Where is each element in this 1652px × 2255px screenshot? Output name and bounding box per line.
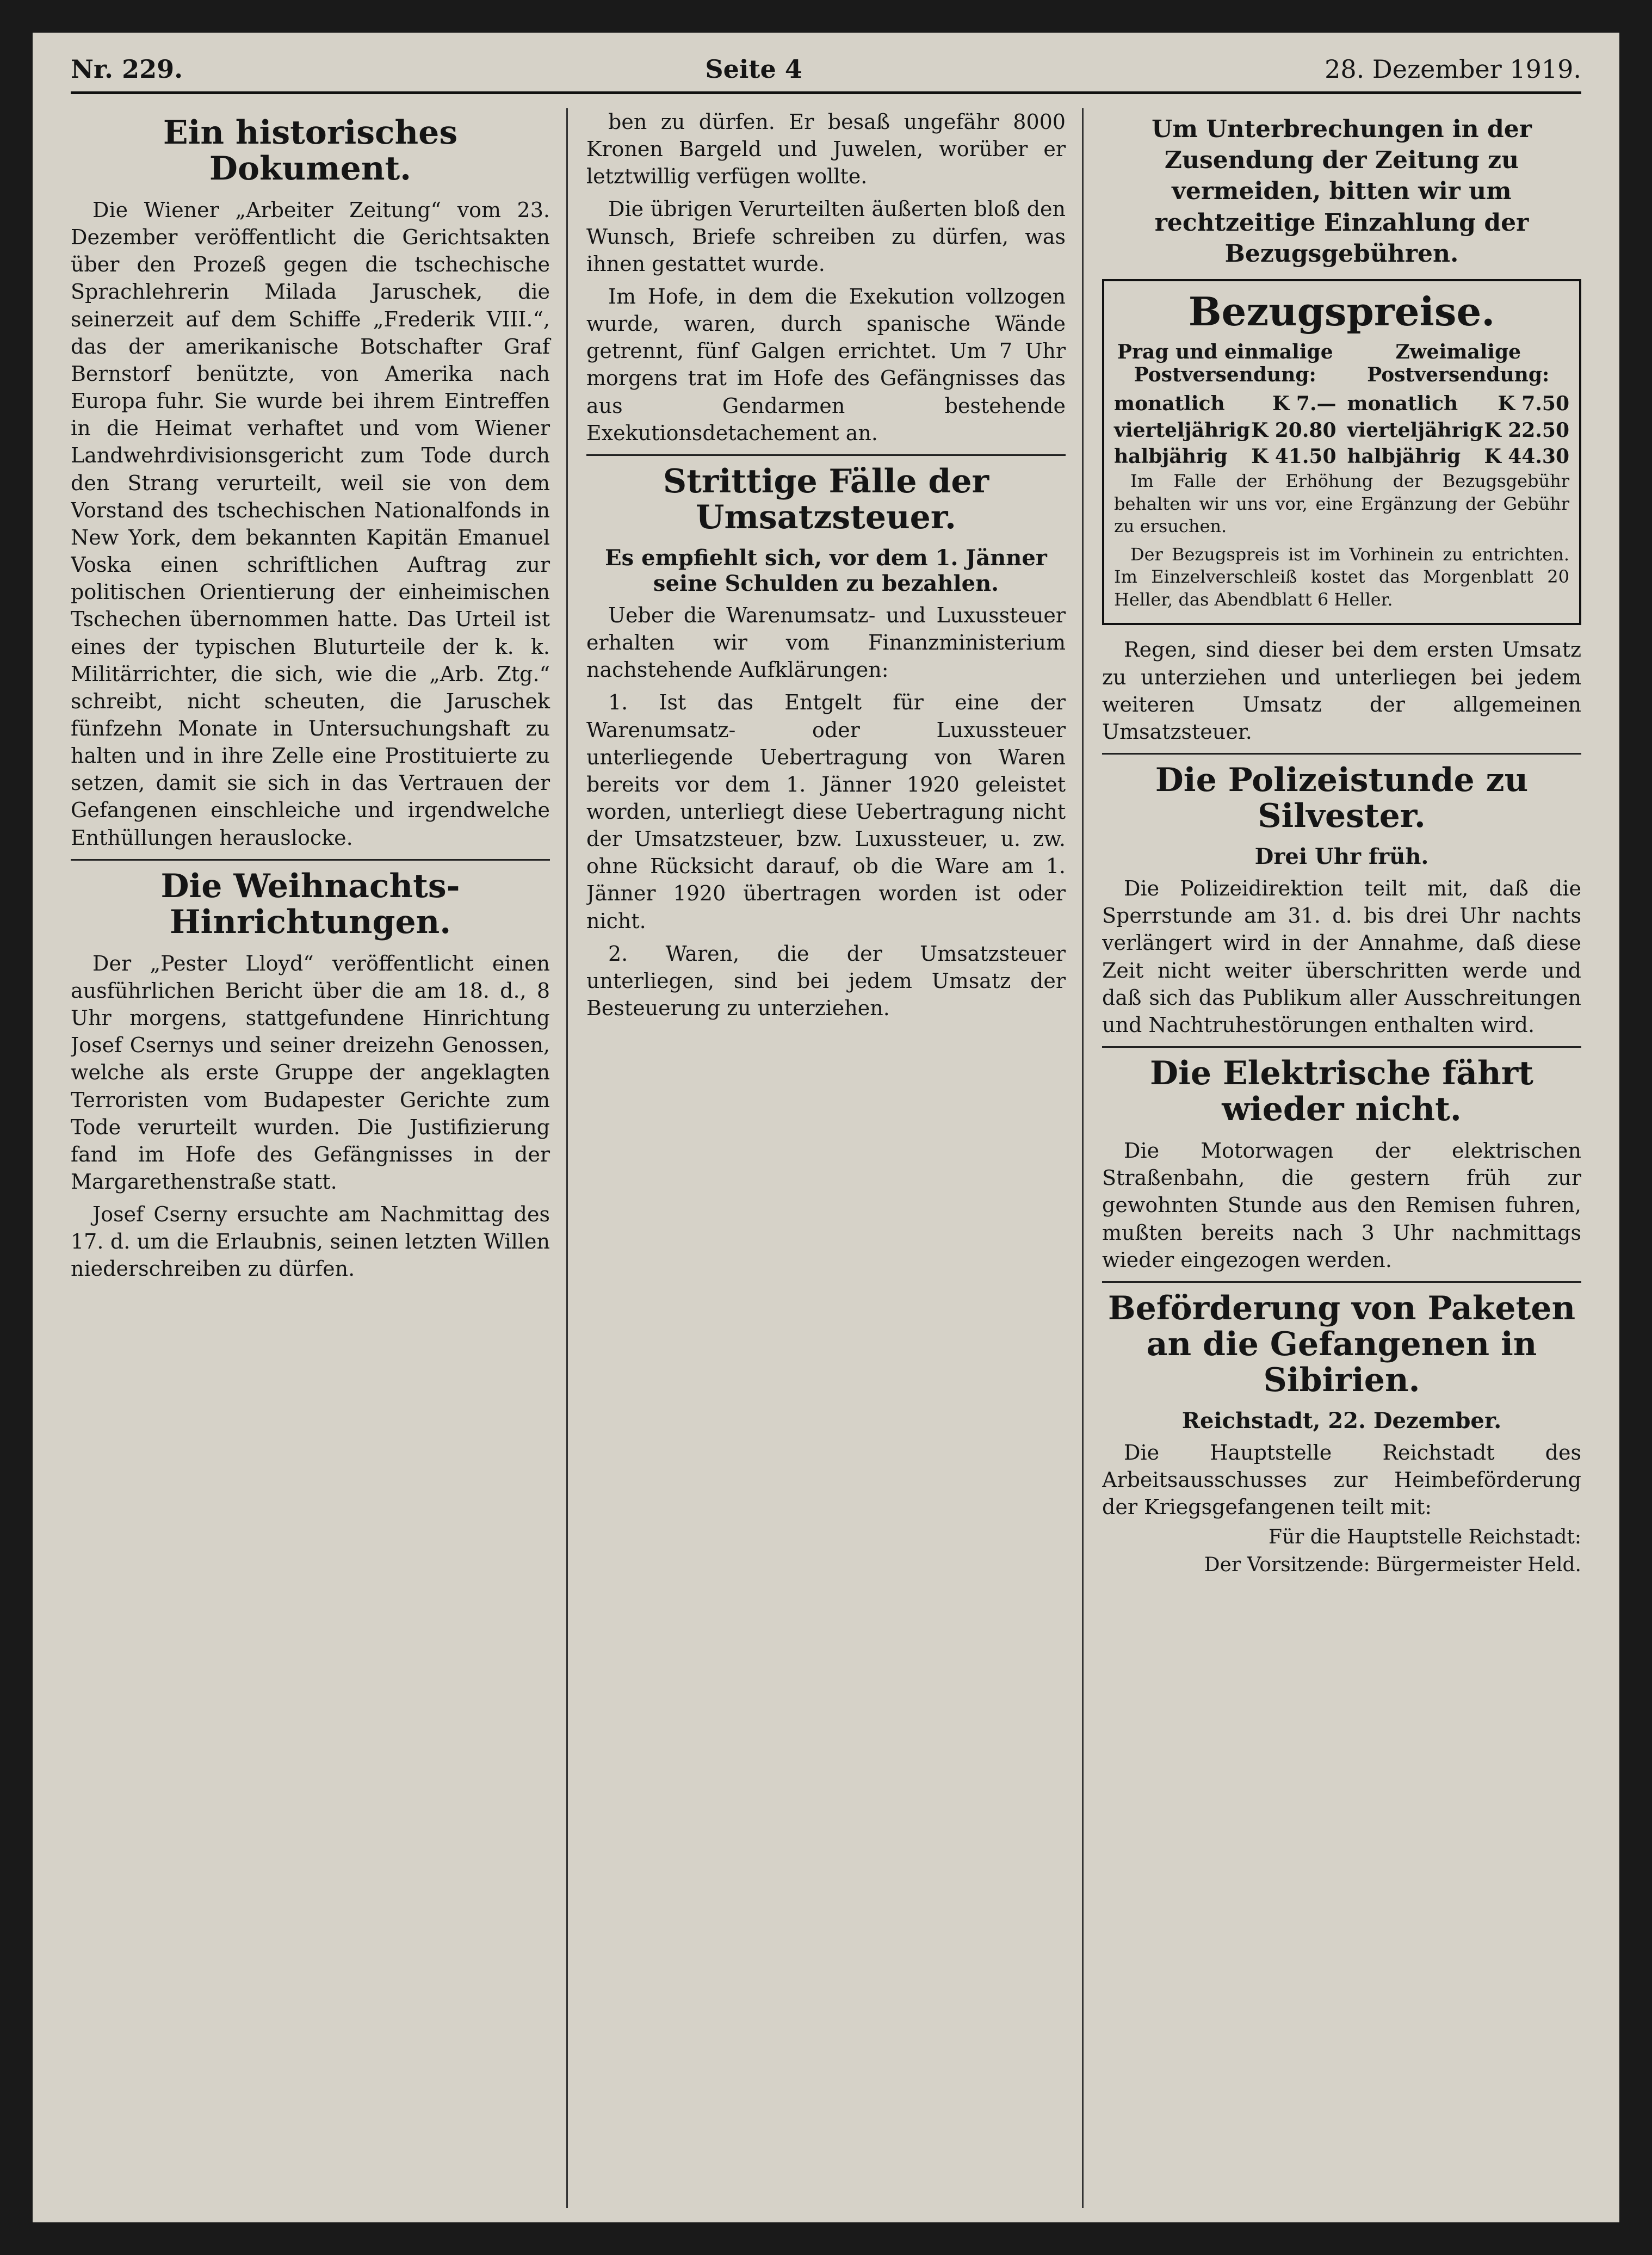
article-paragraph: Der „Pester Lloyd“ veröffentlicht einen ausführlichen Bericht über die am 18. d., 8 Uhr morgens, stattgefundene Hinrichtung Josef Csernys und seiner dreizehn Genossen, welche als erste Gruppe der angeklagten Terroristen vom Budapester Gerichte zum Tode verurteilt wurden. Die Justifizierung fand im Hofe des Gefängnisses in der Margarethenstraße statt. [71, 951, 550, 1194]
price-heading: Zweimalige Postversendung: [1367, 341, 1550, 387]
divider [1102, 1281, 1581, 1283]
price-value: K 41.50 [1251, 445, 1337, 468]
price-value: K 44.30 [1484, 445, 1569, 468]
price-columns [1114, 341, 1569, 470]
price-row [1347, 417, 1570, 444]
article-paragraph: Die Hauptstelle Reichstadt des Arbeitsausschusses zur Heimbeförderung der Kriegsgefangenen teilt mit: [1102, 1440, 1581, 1519]
article-subtitle: Drei Uhr früh. [1254, 844, 1429, 870]
signature-line: Der Vorsitzende: Bürgermeister Held. [1204, 1554, 1581, 1577]
article-paragraph: Die übrigen Verurteilten äußerten bloß den Wunsch, Briefe schreiben zu dürfen, was ihnen gestattet wurde. [586, 197, 1066, 276]
issue-date: 28. Dezember 1919. [1325, 54, 1581, 84]
column-3 [1102, 108, 1581, 2208]
price-value: K 20.80 [1251, 418, 1337, 442]
price-label: vierteljährig [1114, 418, 1251, 442]
article-paragraph: Die Polizeidirektion teilt mit, daß die Sperrstunde am 31. d. bis drei Uhr nachts verlängert wird in der Annahme, daß diese Zeit nicht weiter überschritten werde und daß sich das Publikum aller Ausschreitungen und Nachtruhestörungen enthalten wird. [1102, 876, 1581, 1037]
newspaper-page [33, 33, 1619, 2222]
divider [586, 454, 1066, 456]
price-title: Bezugspreise. [1188, 288, 1495, 335]
price-value: K 7.— [1272, 392, 1337, 416]
price-label: halbjährig [1347, 445, 1461, 468]
price-heading: Prag und einmalige Postversendung: [1117, 341, 1333, 387]
article-paragraph: Im Hofe, in dem die Exekution vollzogen wurde, waren, durch spanische Wände getrennt, fünf Galgen errichtet. Um 7 Uhr morgens trat im Hofe des Gefängnisses das aus Gendarmen bestehende Exekutionsdetachement an. [586, 284, 1066, 445]
price-row [1114, 391, 1337, 417]
article-title: Ein historisches Dokument. [163, 114, 458, 188]
price-box [1102, 279, 1581, 626]
subscription-notice: Um Unterbrechungen in der Zusendung der Zeitung zu vermeiden, bitten wir um rechtzeitige Einzahlung der Bezugsgebühren. [1152, 115, 1532, 268]
article-paragraph: Ueber die Warenumsatz- und Luxussteuer erhalten wir vom Finanzministerium nachstehende Aufklärungen: [586, 603, 1066, 682]
price-row [1114, 417, 1337, 444]
columns [71, 108, 1581, 2208]
price-column-left [1114, 341, 1337, 470]
article-title: Die Polizeistunde zu Silvester. [1155, 761, 1529, 836]
price-label: vierteljährig [1347, 418, 1483, 442]
article-paragraph: ben zu dürfen. Er besaß ungefähr 8000 Kronen Bargeld und Juwelen, worüber er letztwillig verfügen wollte. [586, 110, 1066, 189]
price-label: monatlich [1347, 392, 1458, 416]
divider [1102, 1046, 1581, 1048]
article-paragraph: 1. Ist das Entgelt für eine der Warenumsatz- oder Luxussteuer unterliegende Uebertragung von Waren bereits vor dem 1. Jänner 1920 geleistet worden, unterliegt diese Uebertragung nicht der Umsatzsteuer, bzw. Luxussteuer, u. zw. ohne Rücksicht darauf, ob die Ware am 1. Jänner 1920 übertragen worden ist oder nicht. [586, 690, 1066, 933]
page-header [71, 54, 1581, 94]
article-dateline: Reichstadt, 22. Dezember. [1181, 1407, 1502, 1434]
price-value: K 7.50 [1498, 392, 1569, 416]
price-note: Im Falle der Erhöhung der Bezugsgebühr behalten wir uns vor, eine Ergänzung der Gebühr zu ersuchen. [1114, 470, 1569, 537]
article-paragraph: 2. Waren, die der Umsatzsteuer unterliegen, sind bei jedem Umsatz der Besteuerung zu unterziehen. [586, 941, 1066, 1021]
article-title: Die Weihnachts-Hinrichtungen. [160, 867, 460, 941]
price-row [1347, 443, 1570, 470]
issue-number: Nr. 229. [71, 54, 183, 84]
article-paragraph: Die Wiener „Arbeiter Zeitung“ vom 23. Dezember veröffentlicht die Gerichtsakten über den Prozeß gegen die tschechische Sprachlehrerin Milada Jaruschek, die seinerzeit auf dem Schiffe „Frederik VIII.“, das der amerikanische Botschafter Graf Bernstorf benützte, von Amerika nach Europa fuhr. Sie wurde bei ihrem Eintreffen in die Heimat verhaftet und vom Wiener Landwehrdivisionsgericht zum Tode durch den Strang verurteilt, weil sie von dem Vorstand des tschechischen Nationalfonds in New York, dem bekannten Kapitän Emanuel Voska einen schriftlichen Auftrag zur politischen Orientierung der einheimischen Tschechen übernommen hatte. Das Urteil ist eines der typischen Bluturteile der k. k. Militärrichter, die sich, wie die „Arb. Ztg.“ schreibt, nicht scheuten, die Jaruschek fünfzehn Monate in Untersuchungshaft zu halten und in ihre Zelle eine Prostituierte zu setzen, damit sie sich in das Vertrauen der Gefangenen einschleiche und irgendwelche Enthüllungen herauslocke. [71, 198, 550, 850]
price-column-right [1347, 341, 1570, 470]
article-title: Strittige Fälle der Umsatzsteuer. [663, 462, 989, 536]
divider [71, 859, 550, 861]
article-paragraph: Josef Cserny ersuchte am Nachmittag des 17. d. um die Erlaubnis, seinen letzten Willen niederschreiben zu dürfen. [71, 1202, 550, 1281]
divider [1102, 753, 1581, 755]
column-2 [586, 108, 1084, 2208]
price-value: K 22.50 [1484, 418, 1569, 442]
signature-line: Für die Hauptstelle Reichstadt: [1268, 1526, 1581, 1549]
price-note: Der Bezugspreis ist im Vorhinein zu entrichten. Im Einzelverschleiß kostet das Morgenblatt 20 Heller, das Abendblatt 6 Heller. [1114, 543, 1569, 610]
article-subtitle: Es empfiehlt sich, vor dem 1. Jänner seine Schulden zu bezahlen. [605, 545, 1047, 596]
page-number: Seite 4 [705, 54, 802, 84]
article-title: Die Elektrische fährt wieder nicht. [1150, 1054, 1533, 1129]
article-title: Beförderung von Paketen an die Gefangenen in Sibirien. [1107, 1289, 1576, 1399]
article-paragraph: Regen, sind dieser bei dem ersten Umsatz zu unterziehen und unterliegen bei jedem weiteren Umsatz der allgemeinen Umsatzsteuer. [1102, 638, 1581, 744]
price-row [1114, 443, 1337, 470]
price-label: halbjährig [1114, 445, 1228, 468]
article-paragraph: Die Motorwagen der elektrischen Straßenbahn, die gestern früh zur gewohnten Stunde aus den Remisen fuhren, mußten bereits nach 3 Uhr nachmittags wieder eingezogen werden. [1102, 1139, 1581, 1272]
price-row [1347, 391, 1570, 417]
price-label: monatlich [1114, 392, 1225, 416]
column-1 [71, 108, 568, 2208]
